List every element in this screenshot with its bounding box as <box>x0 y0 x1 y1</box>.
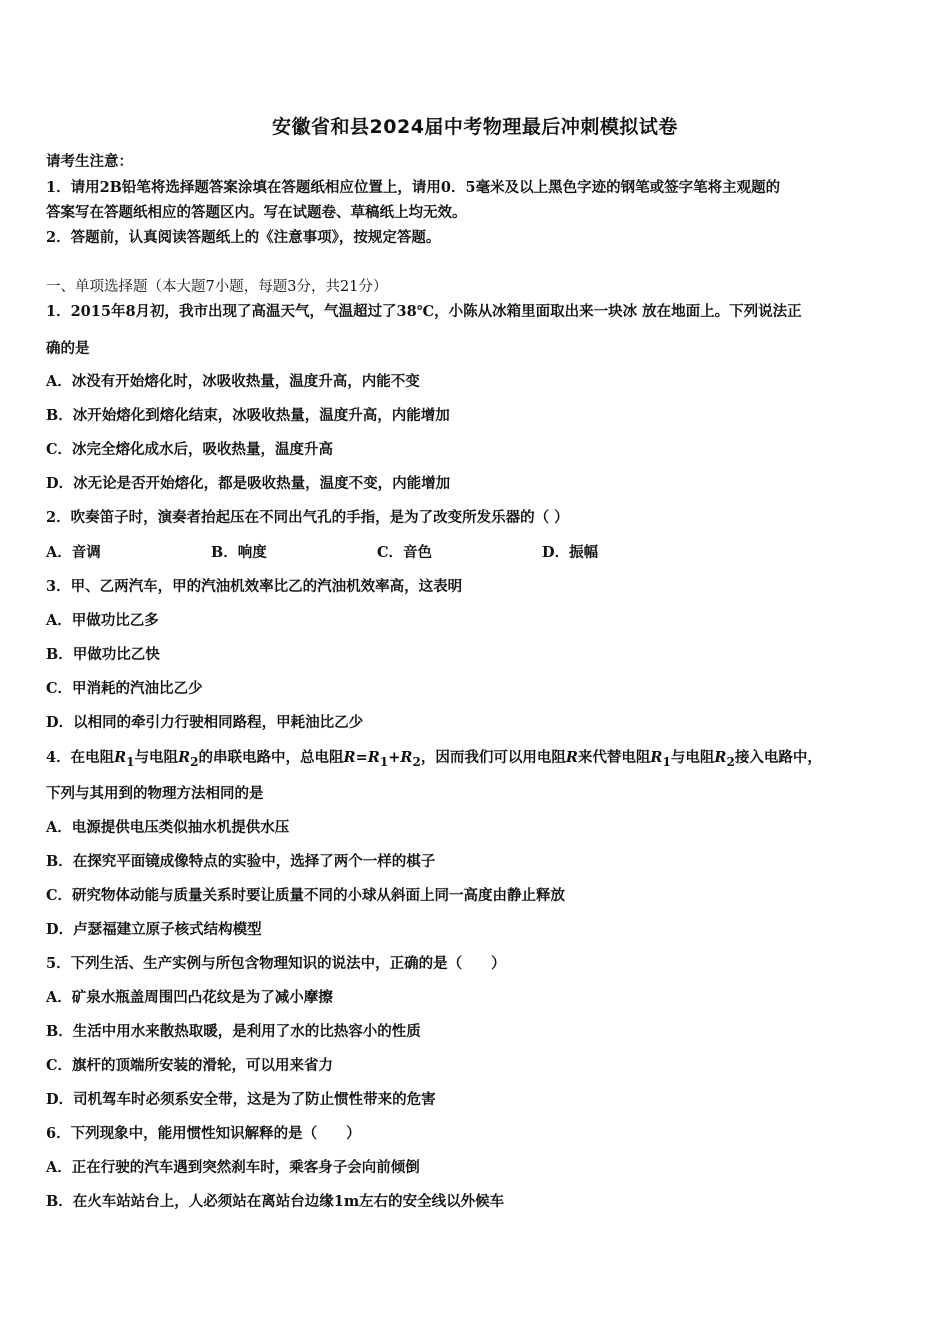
q2-option-b: B．响度 <box>211 544 267 561</box>
q4-stem-line-2: 下列与其用到的物理方法相同的是 <box>46 785 264 802</box>
q4-option-a: A．电源提供电压类似抽水机提供水压 <box>46 819 290 836</box>
q5-option-d: D．司机驾车时必须系安全带，这是为了防止惯性带来的危害 <box>46 1091 436 1108</box>
page-title: 安徽省和县2024届中考物理最后冲刺模拟试卷 <box>272 116 678 138</box>
q5-option-a: A．矿泉水瓶盖周围凹凸花纹是为了减小摩擦 <box>46 989 333 1006</box>
q1-option-d: D．冰无论是否开始熔化，都是吸收热量，温度不变，内能增加 <box>46 475 451 492</box>
q3-option-b: B．甲做功比乙快 <box>46 646 160 663</box>
q1-option-b: B．冰开始熔化到熔化结束，冰吸收热量，温度升高，内能增加 <box>46 407 450 424</box>
q1-option-a: A．冰没有开始熔化时，冰吸收热量，温度升高，内能不变 <box>46 373 420 390</box>
q4-stem-line-1: 4．在电阻$R_1$与电阻$R_2$的串联电路中，总电阻$R=R_1+R_2$，因而我们可以用电阻R来代替电阻$R_1$与电阻$R_2$接入电路中， <box>46 749 822 769</box>
notice-item-2: 2．答题前，认真阅读答题纸上的《注意事项》，按规定答题。 <box>46 229 441 246</box>
q4-option-d: D．卢瑟福建立原子核式结构模型 <box>46 921 262 938</box>
q6-option-b: B．在火车站站台上，人必须站在离站台边缘1m左右的安全线以外候车 <box>46 1193 505 1210</box>
q5-option-c: C．旗杆的顶端所安装的滑轮，可以用来省力 <box>46 1057 334 1074</box>
q1-stem-line-2: 确的是 <box>46 340 90 357</box>
notice-item-1-line-1: 1．请用2B铅笔将选择题答案涂填在答题纸相应位置上，请用0．5毫米及以上黑色字迹的钢笔或签字笔将主观题的 <box>46 179 781 196</box>
q3-option-c: C．甲消耗的汽油比乙少 <box>46 680 203 697</box>
q2-option-c: C．音色 <box>377 544 433 561</box>
q2-stem: 2．吹奏笛子时，演奏者抬起压在不同出气孔的手指，是为了改变所发乐器的（ ） <box>46 509 569 526</box>
q3-option-a: A．甲做功比乙多 <box>46 612 159 629</box>
q2-option-a: A．音调 <box>46 544 101 561</box>
q5-stem: 5．下列生活、生产实例与所包含物理知识的说法中，正确的是（ ） <box>46 955 506 972</box>
q4-option-b: B．在探究平面镜成像特点的实验中，选择了两个一样的棋子 <box>46 853 436 870</box>
q4-option-c: C．研究物体动能与质量关系时要让质量不同的小球从斜面上同一高度由静止释放 <box>46 887 566 904</box>
q6-stem: 6．下列现象中，能用惯性知识解释的是（ ） <box>46 1125 361 1142</box>
q3-option-d: D．以相同的牵引力行驶相同路程，甲耗油比乙少 <box>46 714 364 731</box>
q1-option-c: C．冰完全熔化成水后，吸收热量，温度升高 <box>46 441 334 458</box>
notice-item-1-line-2: 答案写在答题纸相应的答题区内。写在试题卷、草稿纸上均无效。 <box>46 204 467 221</box>
q2-option-d: D．振幅 <box>542 544 599 561</box>
q3-stem: 3．甲、乙两汽车，甲的汽油机效率比乙的汽油机效率高，这表明 <box>46 578 463 595</box>
notice-heading: 请考生注意： <box>46 153 133 170</box>
q1-stem-line-1: 1．2015年8月初，我市出现了高温天气，气温超过了38℃，小陈从冰箱里面取出来一块冰 放在地面上。下列说法正 <box>46 303 802 320</box>
q6-option-a: A．正在行驶的汽车遇到突然刹车时，乘客身子会向前倾倒 <box>46 1159 420 1176</box>
q5-option-b: B．生活中用水来散热取暖，是利用了水的比热容小的性质 <box>46 1023 421 1040</box>
section-heading: 一、单项选择题（本大题7小题，每题3分，共21分） <box>46 279 388 295</box>
